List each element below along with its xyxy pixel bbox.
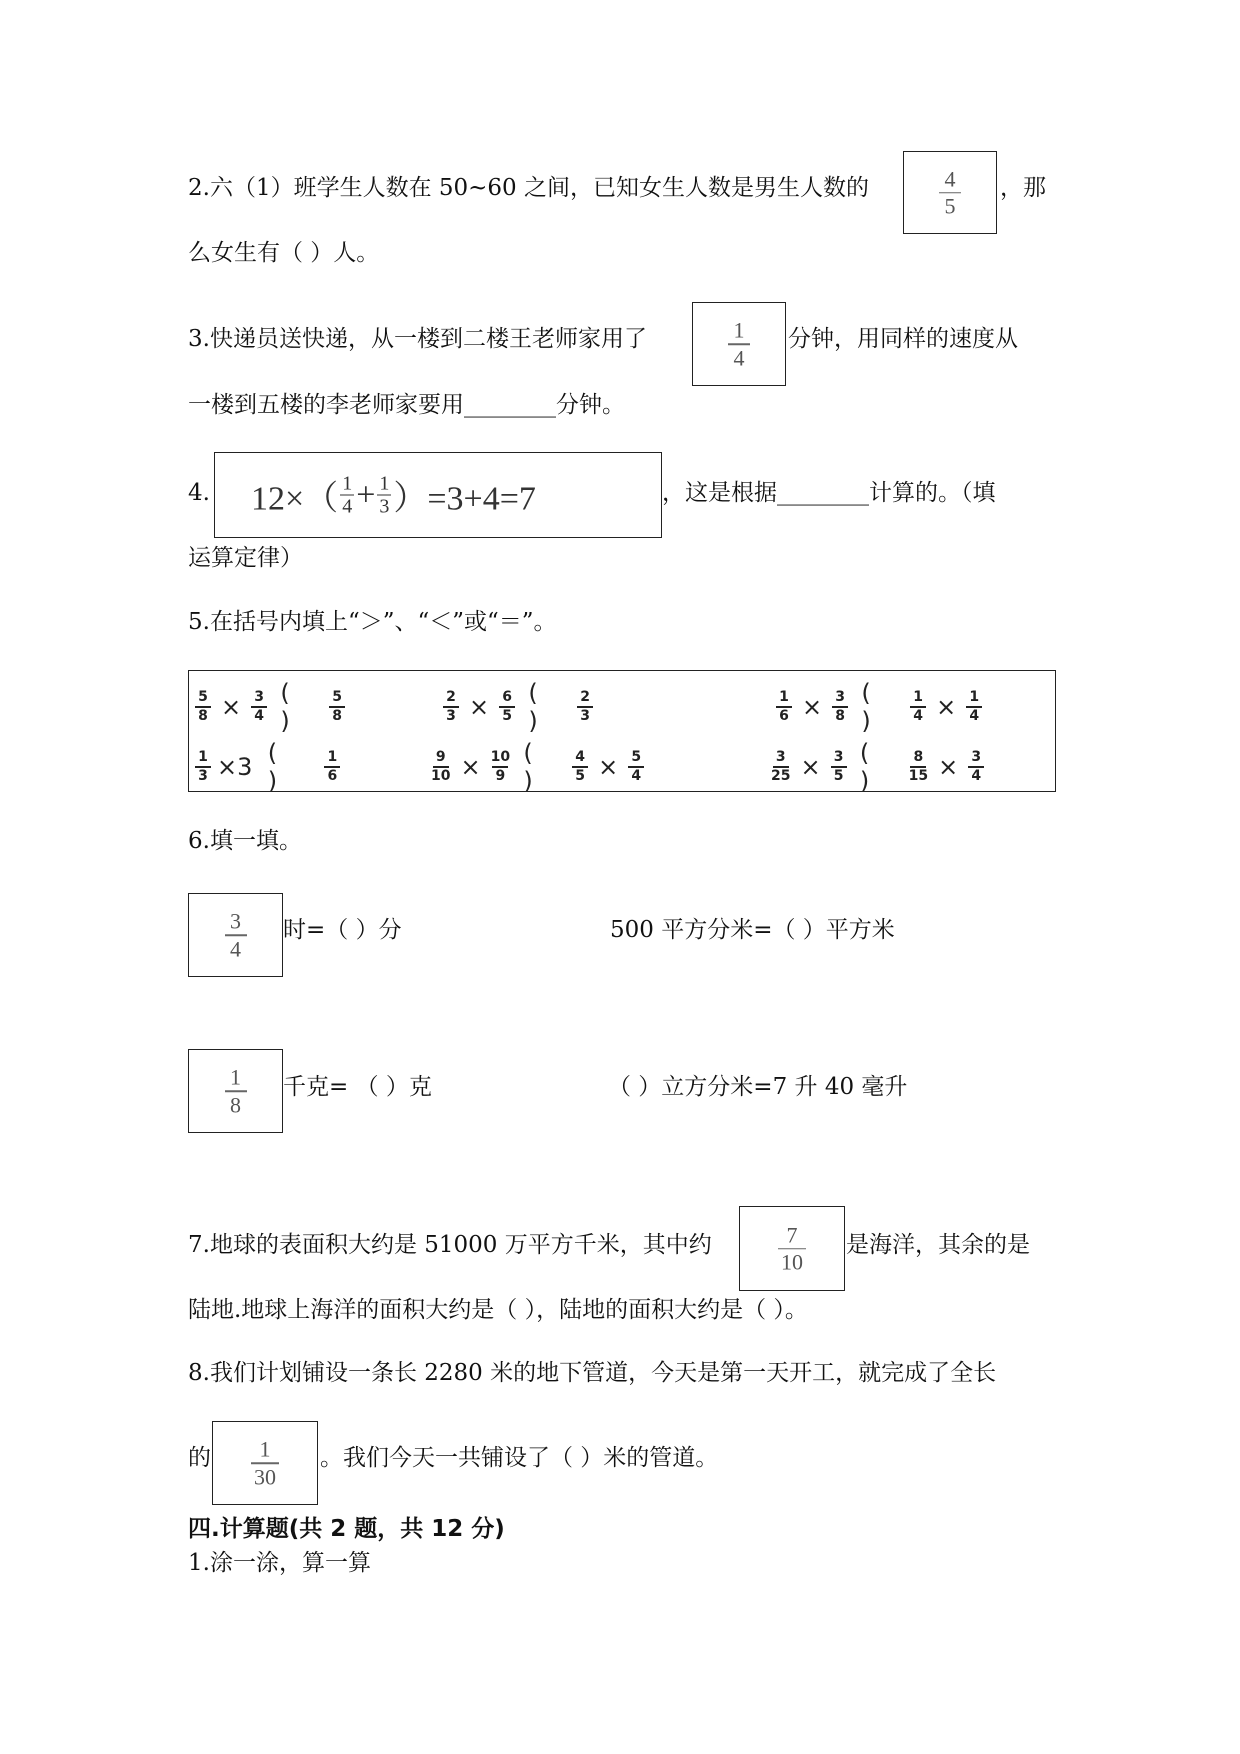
- q5-comparison-box: [188, 670, 1056, 795]
- fraction: 2 3: [577, 690, 593, 724]
- q2-frac-numerator: 4: [944, 165, 956, 191]
- section4-heading: 四.计算题(共 2 题，共 12 分): [188, 1516, 505, 1542]
- blank-parentheses[interactable]: ( ): [280, 679, 316, 735]
- fraction: 6 5: [499, 690, 515, 724]
- q8-line2-start: 的: [188, 1445, 211, 1471]
- q5-r1-item3: 1 6 × 3 8 ( ) 1 4 × 1 4: [774, 679, 984, 735]
- blank-parentheses[interactable]: ( ): [528, 679, 564, 735]
- numerator: 7: [786, 1221, 798, 1247]
- q5-r1-item2: 2 3 × 6 5 ( ) 2 3: [441, 679, 595, 735]
- fraction: 4 5: [572, 750, 588, 784]
- fraction: 5 8: [329, 690, 345, 724]
- fraction: 3 25: [771, 749, 791, 784]
- q4-suffix: ，这是根据________计算的。（填: [662, 480, 996, 506]
- q3-line2: 一楼到五楼的李老师家要用________分钟。: [188, 392, 625, 418]
- fraction: 5 4: [628, 750, 644, 784]
- denominator: 8: [230, 1091, 241, 1117]
- q3-fraction: [693, 318, 785, 370]
- blank-parentheses[interactable]: ( ): [267, 739, 304, 795]
- q5-title: 5.在括号内填上“＞”、“＜”或“＝”。: [188, 609, 557, 635]
- q2-line1-end: [1000, 173, 1046, 203]
- numerator: 1: [379, 472, 390, 495]
- fraction: 3 4: [968, 750, 984, 784]
- q5-r2-item1: 1 3 ×3 ( ) 1 6: [193, 739, 342, 795]
- fraction: 2 3: [443, 690, 459, 724]
- q6-c-text: 千克= （ ）克: [283, 1074, 432, 1100]
- q4-eq-start: 12×（: [251, 480, 339, 518]
- q4-eq-end: ）=3+4=7: [393, 480, 536, 518]
- q6-fraction-box-c: [188, 1049, 283, 1133]
- fraction: 1 6: [324, 750, 340, 784]
- q6-fraction-c: [189, 1065, 282, 1117]
- q7-line1-end: 是海洋，其余的是: [846, 1232, 1030, 1258]
- q8-line1: 8.我们计划铺设一条长 2280 米的地下管道，今天是第一天开工，就完成了全长: [188, 1360, 997, 1386]
- fraction: 1 4: [910, 690, 926, 724]
- fraction: 1 3: [195, 750, 211, 784]
- q2-line1: [188, 173, 869, 203]
- q3-line1: 3.快递员送快递，从一楼到二楼王老师家用了: [188, 326, 647, 352]
- q8-line2-end: 。我们今天一共铺设了（ ）米的管道。: [320, 1445, 719, 1471]
- q2-fraction-box: [903, 151, 997, 234]
- q3-fraction-box: [692, 302, 786, 386]
- fraction: 3 8: [832, 690, 848, 724]
- q5-r2-item3: 3 25 × 3 5 ( ) 8 15 × 3 4: [769, 739, 986, 795]
- q2-fraction: [904, 167, 996, 219]
- denominator: 4: [342, 495, 353, 518]
- blank-parentheses[interactable]: ( ): [859, 739, 896, 795]
- q4-prefix: 4.: [188, 480, 210, 506]
- fraction: 3 4: [251, 690, 267, 724]
- numerator: 1: [259, 1436, 271, 1462]
- q7-fraction-box: [739, 1206, 845, 1291]
- q3-frac-denominator: 4: [733, 344, 745, 370]
- q6-fraction-box-a: [188, 893, 283, 977]
- q2-frac-denominator: 5: [944, 193, 956, 219]
- fraction: 5 8: [195, 690, 211, 724]
- q6-a-text: 时=（ ）分: [283, 917, 402, 943]
- fraction: 10 9: [490, 749, 511, 784]
- blank-parentheses[interactable]: ( ): [523, 739, 559, 795]
- section4-q1: 1.涂一涂，算一算: [188, 1550, 371, 1576]
- fraction: 3 5: [831, 750, 847, 784]
- q3-line1-end: 分钟，用同样的速度从: [788, 326, 1018, 352]
- q4-equation-box: [214, 452, 662, 538]
- numerator: 1: [230, 1064, 241, 1090]
- denominator: 10: [781, 1249, 803, 1275]
- q6-b-text: 500 平方分米=（ ）平方米: [610, 917, 895, 943]
- q7-line2: 陆地.地球上海洋的面积大约是（ ），陆地的面积大约是（ ）。: [188, 1297, 808, 1323]
- q7-fraction: [740, 1223, 844, 1275]
- q7-line1: 7.地球的表面积大约是 51000 万平方千米，其中约: [188, 1232, 712, 1258]
- denominator: 30: [254, 1463, 276, 1489]
- q4-equation: [251, 471, 536, 520]
- q8-fraction: [213, 1437, 317, 1489]
- q4-fraction-2: [377, 473, 391, 517]
- fraction: 1 4: [966, 690, 982, 724]
- blank-parentheses[interactable]: ( ): [861, 679, 897, 735]
- q4-fraction-1: [340, 473, 354, 517]
- fraction: 1 6: [776, 690, 792, 724]
- q4-line2: 运算定律）: [188, 545, 303, 571]
- q5-r2-item2: 9 10 × 10 9 ( ) 4 5 × 5 4: [429, 739, 646, 795]
- q5-r1-item1: 5 8 × 3 4 ( ) 5 8: [193, 679, 347, 735]
- q6-title: 6.填一填。: [188, 828, 302, 854]
- q6-d-text: （ ）立方分米=7 升 40 毫升: [608, 1074, 908, 1100]
- numerator: 3: [230, 908, 241, 934]
- denominator: 4: [230, 935, 241, 961]
- q4-plus: +: [356, 476, 376, 513]
- q6-fraction-a: [189, 909, 282, 961]
- q8-fraction-box: [212, 1421, 318, 1505]
- q2-line2: 么女生有（ ）人。: [188, 240, 380, 266]
- fraction: 8 15: [908, 749, 929, 784]
- numerator: 1: [342, 472, 353, 495]
- q3-frac-numerator: 1: [733, 317, 745, 343]
- q2-text-b: ，那: [1000, 175, 1046, 201]
- denominator: 3: [379, 495, 390, 518]
- fraction: 9 10: [431, 749, 451, 784]
- q2-text-a: 2.六（1）班学生人数在 50~60 之间，已知女生人数是男生人数的: [188, 175, 870, 201]
